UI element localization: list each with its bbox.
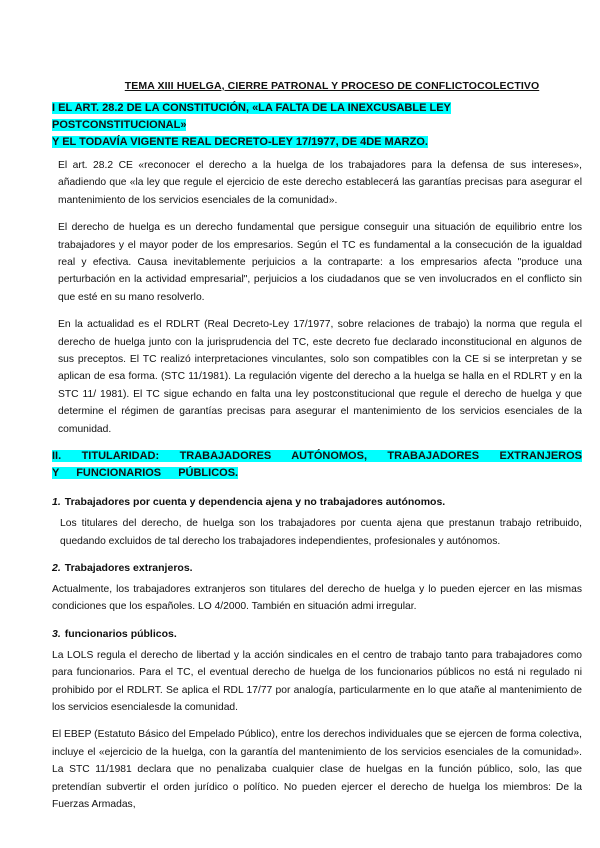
section1-paragraph-1: El art. 28.2 CE «reconocer el derecho a la huelga de los trabajadores para la defensa de sus intereses», añadiendo que «la ley que regule el ejercicio de este derecho establecerá las garantías precisas para asegurar el mantenimiento de los servicios esenciales de la comunidad». [58,160,582,206]
item1-title: Trabajadores por cuenta y dependencia ajena y no trabajadores autónomos. [64,496,446,509]
section1-heading-line2: Y EL TODAVÍA VIGENTE REAL DECRETO-LEY 17/1977, DE 4DE MARZO. [52,136,428,148]
item3-text: La LOLS regula el derecho de libertad y la acción sindicales en el centro de trabajo tanto para trabajadores como para funcionarios. Para el TC, el eventual derecho de huelga de los funcionarios públicos no está ni regulado ni prohibido por el RDLRT. Se aplica el RDL 17/77 por analogía, particularmente en lo que atañe al mantenimiento de los servicios esencialesde la comunidad. [52,649,582,713]
item2-text: Actualmente, los trabajadores extranjeros son titulares del derecho de huelga y lo pueden ejercer en las mismas condiciones que los españoles. LO 4/2000. También en situación admi irregular. [52,583,582,613]
item3-text-2: El EBEP (Estatuto Básico del Empelado Público), entre los derechos individuales que se ejercen de forma colectiva, incluye el «ejercicio de la huelga, con la garantía del mantenimiento de los servicios esenciales de la comunidad». La STC 11/1981 declara que no penalizaba cualquier clase de huelgas en la función público, solo, las que pretendían subvertir el orden jurídico o político. No pueden ejercer el derecho de huelga los miembros: De la Fuerzas Armadas, [52,729,582,810]
section1-heading [52,100,582,151]
item1-heading [52,494,582,511]
item2-heading [52,560,582,577]
item2-title: Trabajadores extranjeros. [64,561,193,574]
item2-number: 2. [52,561,61,574]
section1-paragraph-2: El derecho de huelga es un derecho fundamental que persigue conseguir una situación de equilibrio entre los trabajadores y el mayor poder de los empresarios. Según el TC es fundamental a la consecución de la igualdad real y efectiva. Causa inevitablemente perjuicios a la contraparte: a los empresarios afecta "produce una perturbación en la actividad empresarial", perjuicios a los ciudadanos que se ven involucrados en el conflicto sin que esté en su mano resolverlo. [58,222,582,303]
item3-heading [52,626,582,643]
section2-heading-text: II. TITULARIDAD: TRABAJADORES AUTÓNOMOS, TRABAJADORES EXTRANJEROS Y FUNCIONARIOS PÚBLICOS. [52,450,582,480]
page-title: TEMA XIII HUELGA, CIERRE PATRONAL Y PROCESO DE CONFLICTOCOLECTIVO [124,80,540,92]
section2-heading [52,448,582,482]
item1-text: Los titulares del derecho, de huelga son los trabajadores por cuenta ajena que prestanun trabajo retribuido, quedando excluidos de tal derecho los trabajadores independientes, profesionales y autónomos. [60,518,582,547]
item3-number: 3. [52,627,61,640]
section1-paragraph-3: En la actualidad es el RDLRT (Real Decreto-Ley 17/1977, sobre relaciones de trabajo) la norma que regula el derecho de huelga junto con la jurisprudencia del TC, este decreto fue declarado inconstitucional en algunos de sus preceptos. El TC realizó interpretaciones vinculantes, solo son compatibles con la CE si se interpretan y se aplican de esa forma. (STC 11/1981). La regulación vigente del derecho a la huelga se halla en el RDLRT y en la STC 11/ 1981). El TC sigue echando en falta una ley postconstitucional que regule el derecho de huelga y que determine el régimen de garantías precisas para asegurar el mantenimiento de los servicios esenciales de la comunidad. [58,319,582,435]
section1-heading-line1: I EL ART. 28.2 DE LA CONSTITUCIÓN, «LA FALTA DE LA INEXCUSABLE LEY POSTCONSTITUCIONAL» [52,102,451,131]
item3-title: funcionarios públicos. [64,627,177,640]
item1-number: 1. [52,496,61,509]
